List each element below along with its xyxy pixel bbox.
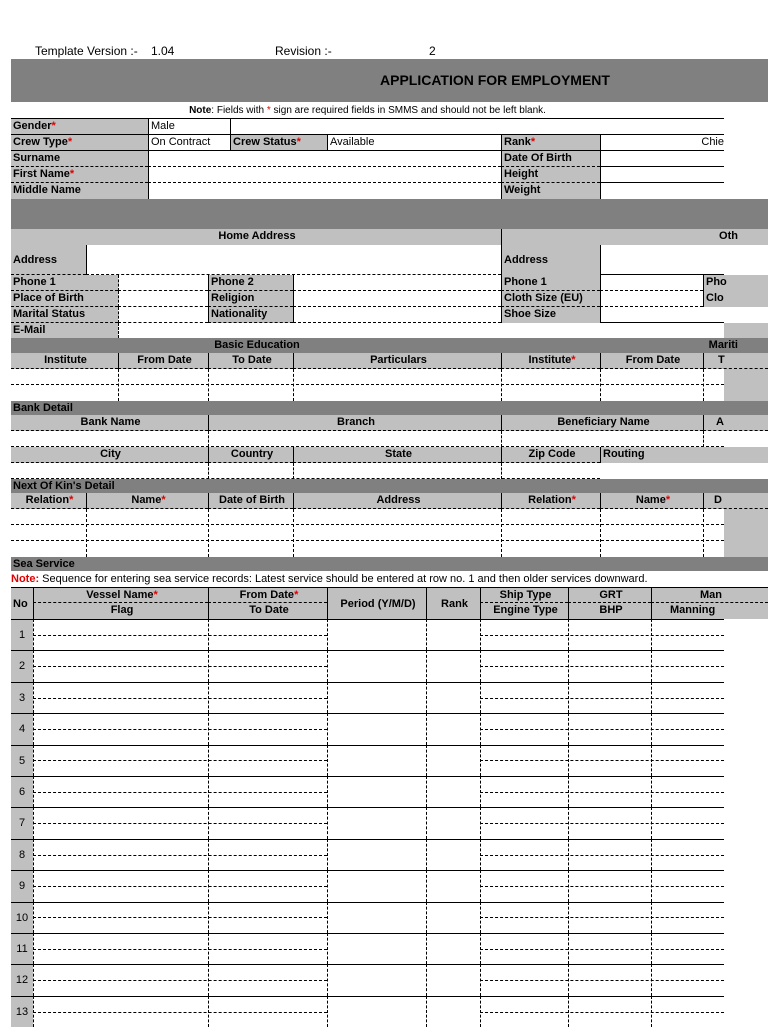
- sea-col-divider: [651, 996, 652, 1027]
- note-prefix: Note: [189, 105, 212, 116]
- sea-col-divider: [480, 745, 481, 776]
- sea-col-divider: [651, 870, 652, 901]
- edge-fill: [724, 509, 768, 557]
- sea-col-no: No: [11, 587, 33, 619]
- height-label-cell: [501, 167, 600, 183]
- marital-status-label: Marital Status: [11, 307, 118, 323]
- sea-col-divider: [568, 619, 569, 650]
- col-divider: [293, 509, 294, 557]
- kin-row-2[interactable]: [11, 525, 724, 541]
- bank-col-name: Bank Name: [11, 415, 208, 431]
- sea-row-midline: [480, 635, 724, 636]
- middle-name-label-cell: [11, 183, 148, 199]
- sea-col-divider: [327, 839, 328, 870]
- sea-col-divider: [33, 682, 34, 713]
- edu-col-institute: Institute: [11, 353, 118, 369]
- marital-status-field[interactable]: [118, 307, 208, 323]
- kin2-col-dob: D: [703, 493, 768, 509]
- sea-col-divider: [426, 619, 427, 650]
- bank-detail-title: Bank Detail: [11, 401, 768, 415]
- sea-col-divider: [327, 996, 328, 1027]
- other-phone2-label: Pho: [703, 275, 768, 291]
- sea-col-to: To Date: [208, 603, 327, 619]
- middle-name-field[interactable]: [148, 183, 501, 199]
- email-label: E-Mail: [11, 323, 118, 338]
- sea-col-divider: [208, 839, 209, 870]
- sea-row-number: 3: [11, 682, 33, 713]
- sea-col-divider: [568, 713, 569, 744]
- rank-field[interactable]: Chie: [600, 135, 724, 151]
- sea-row-number: 1: [11, 619, 33, 650]
- col-divider: [501, 369, 502, 401]
- rank-label: Rank: [504, 136, 531, 148]
- sea-col-divider: [426, 964, 427, 995]
- col-divider: [293, 463, 294, 479]
- phone2-label: Phone 2: [208, 275, 293, 291]
- cloth-size-label: Cloth Size (EU): [501, 291, 600, 307]
- sea-col-flag: Flag: [33, 603, 208, 619]
- sea-row-number: 4: [11, 713, 33, 744]
- sea-col-divider: [480, 807, 481, 838]
- sea-col-divider: [208, 745, 209, 776]
- sea-col-divider: [208, 807, 209, 838]
- sea-col-bhp: BHP: [568, 603, 651, 619]
- crew-type-label-cell: [11, 135, 148, 151]
- sea-col-divider: [568, 839, 569, 870]
- sea-col-divider: [480, 619, 481, 650]
- kin-col-address: Address: [293, 493, 501, 509]
- bank-col-city: City: [11, 447, 208, 463]
- first-name-field[interactable]: [148, 167, 501, 183]
- sea-col-divider: [33, 839, 34, 870]
- sea-col-divider: [208, 650, 209, 681]
- first-name-label: First Name: [13, 168, 70, 180]
- note-star: *: [266, 105, 271, 116]
- place-of-birth-field[interactable]: [118, 291, 208, 307]
- sea-col-divider: [480, 933, 481, 964]
- required-note: [11, 102, 724, 119]
- sea-col-divider: [208, 870, 209, 901]
- sea-row-midline: [480, 949, 724, 950]
- bank-col-routing: Routing: [600, 447, 768, 463]
- sea-col-divider: [480, 964, 481, 995]
- sea-col-divider: [327, 870, 328, 901]
- mar-col-institute: Institute*: [501, 353, 600, 369]
- gender-required: *: [51, 120, 56, 132]
- sea-col-divider: [33, 933, 34, 964]
- sea-row-number: 9: [11, 870, 33, 901]
- kin2-col-name: Name*: [600, 493, 703, 509]
- sea-row-midline: [480, 666, 724, 667]
- sea-row-midline: [480, 1012, 724, 1013]
- sea-col-divider: [651, 745, 652, 776]
- surname-label-cell: [11, 151, 148, 167]
- weight-label: Weight: [504, 184, 541, 196]
- dob-field[interactable]: [600, 151, 724, 167]
- sea-col-divider: [327, 619, 328, 650]
- nationality-field[interactable]: [293, 307, 501, 323]
- col-divider: [208, 369, 209, 401]
- first-name-required: *: [69, 168, 75, 180]
- middle-name-label: Middle Name: [13, 184, 81, 196]
- edu-col-to-date: To Date: [208, 353, 293, 369]
- sea-col-divider: [426, 933, 427, 964]
- religion-field[interactable]: [293, 291, 501, 307]
- sea-row-midline: [33, 949, 327, 950]
- crew-status-field[interactable]: Available: [327, 135, 501, 151]
- sea-col-divider: [480, 902, 481, 933]
- nationality-label: Nationality: [208, 307, 293, 323]
- mar-col-from-date: From Date: [600, 353, 703, 369]
- sea-col-divider: [426, 839, 427, 870]
- sea-col-divider: [327, 902, 328, 933]
- next-of-kin-title: Next Of Kin's Detail: [11, 479, 768, 493]
- sea-col-divider: [480, 776, 481, 807]
- sea-col-divider: [568, 902, 569, 933]
- sea-col-divider: [208, 933, 209, 964]
- cloth-size-field[interactable]: [600, 291, 703, 307]
- sea-col-divider: [568, 807, 569, 838]
- sea-col-divider: [33, 650, 34, 681]
- sea-row-midline: [33, 980, 327, 981]
- sea-col-ship-type: Ship Type: [480, 587, 568, 603]
- sea-row-number: 12: [11, 964, 33, 995]
- sea-vessel-label: Vessel Name: [86, 589, 154, 601]
- sea-col-divider: [651, 713, 652, 744]
- bank-col-account: A: [703, 415, 768, 431]
- sea-row-midline: [33, 823, 327, 824]
- note-post: sign are required fields in SMMS and should not be left blank.: [270, 105, 546, 116]
- sea-row-midline: [33, 1012, 327, 1013]
- sea-row-midline: [33, 760, 327, 761]
- shoe-size-label: Shoe Size: [501, 307, 600, 323]
- sea-row-midline: [480, 980, 724, 981]
- kin-col-name: Name*: [86, 493, 208, 509]
- sea-row-number: 5: [11, 745, 33, 776]
- sea-col-divider: [568, 682, 569, 713]
- sea-col-grt: GRT: [568, 587, 651, 603]
- sea-col-divider: [426, 650, 427, 681]
- sea-row-number: 13: [11, 996, 33, 1027]
- sea-col-divider: [651, 776, 652, 807]
- sea-col-divider: [33, 902, 34, 933]
- sea-col-divider: [33, 996, 34, 1027]
- sea-col-divider: [327, 745, 328, 776]
- sea-row-number: 10: [11, 902, 33, 933]
- sea-col-divider: [480, 839, 481, 870]
- sea-col-divider: [568, 933, 569, 964]
- first-name-label-cell: [11, 167, 148, 183]
- phone1-field[interactable]: [118, 275, 208, 291]
- sea-col-divider: [327, 807, 328, 838]
- sea-row-number: 6: [11, 776, 33, 807]
- col-divider: [86, 509, 87, 557]
- crew-type-required: *: [67, 136, 73, 148]
- col-divider: [293, 369, 294, 401]
- gender-field[interactable]: Male: [148, 119, 230, 135]
- kin-col-relation: Relation*: [11, 493, 86, 509]
- sea-col-divider: [208, 713, 209, 744]
- sea-row-midline: [33, 729, 327, 730]
- col-divider: [501, 509, 502, 557]
- phone1-label: Phone 1: [11, 275, 118, 291]
- sea-row-midline: [33, 635, 327, 636]
- edge-fill: [724, 369, 768, 401]
- gender-label: Gender: [13, 120, 52, 132]
- sea-row-midline: [480, 855, 724, 856]
- sea-row-midline: [480, 917, 724, 918]
- surname-field[interactable]: [148, 151, 501, 167]
- sea-col-divider: [480, 713, 481, 744]
- col-divider: [703, 509, 704, 557]
- kin2-col-relation: Relation*: [501, 493, 600, 509]
- sea-col-divider: [426, 776, 427, 807]
- sea-col-divider: [480, 870, 481, 901]
- bank-col-zip: Zip Code: [501, 447, 600, 463]
- section-separator: [11, 199, 768, 229]
- kin2-name-label: Name: [635, 494, 666, 506]
- sea-col-divider: [651, 619, 652, 650]
- kin-col-dob: Date of Birth: [208, 493, 293, 509]
- home-address-field[interactable]: [86, 245, 501, 275]
- sea-col-divider: [568, 650, 569, 681]
- sea-col-divider: [327, 964, 328, 995]
- sea-col-divider: [426, 902, 427, 933]
- mar-col-institute-label: Institute: [528, 354, 572, 366]
- sea-col-divider: [480, 650, 481, 681]
- mar-col-to-date: T: [703, 353, 768, 369]
- edge-fill: [724, 323, 768, 338]
- template-version-value: 1.04: [151, 44, 175, 58]
- sea-row-midline: [33, 666, 327, 667]
- sea-col-manning: Manning: [651, 603, 768, 619]
- sea-row-midline: [33, 792, 327, 793]
- sea-col-divider: [33, 964, 34, 995]
- sea-col-divider: [651, 682, 652, 713]
- sea-col-divider: [33, 619, 34, 650]
- sea-row-midline: [33, 855, 327, 856]
- col-divider: [118, 369, 119, 401]
- sea-col-divider: [426, 713, 427, 744]
- sea-row-midline: [480, 760, 724, 761]
- sea-col-divider: [651, 933, 652, 964]
- sea-col-divider: [208, 902, 209, 933]
- sea-col-divider: [651, 902, 652, 933]
- col-divider: [600, 369, 601, 401]
- sea-row-midline: [33, 917, 327, 918]
- bank-col-country: Country: [208, 447, 293, 463]
- sea-from-label: From Date: [239, 589, 295, 601]
- kin-name-label: Name: [131, 494, 162, 506]
- sea-row-number: 11: [11, 933, 33, 964]
- kin-row-1[interactable]: [11, 509, 724, 525]
- bank-col-beneficiary: Beneficiary Name: [501, 415, 703, 431]
- sea-col-divider: [33, 745, 34, 776]
- sea-col-divider: [208, 619, 209, 650]
- sea-col-divider: [33, 870, 34, 901]
- other-address-field[interactable]: [600, 245, 724, 275]
- sea-col-divider: [33, 713, 34, 744]
- home-address-title: Home Address: [11, 229, 501, 245]
- sea-col-divider: [426, 807, 427, 838]
- col-divider: [703, 431, 704, 447]
- sea-row-number: 2: [11, 650, 33, 681]
- sea-col-divider: [33, 807, 34, 838]
- kin-row-3[interactable]: [11, 541, 724, 557]
- sea-col-divider: [568, 745, 569, 776]
- sea-row-midline: [480, 792, 724, 793]
- sea-col-divider: [208, 776, 209, 807]
- sea-col-divider: [651, 839, 652, 870]
- sea-row-midline: [480, 729, 724, 730]
- crew-type-field[interactable]: On Contract: [148, 135, 230, 151]
- height-field[interactable]: [600, 167, 724, 183]
- col-divider: [703, 369, 704, 401]
- sea-col-divider: [426, 745, 427, 776]
- col-divider: [600, 509, 601, 557]
- other-address-title: Oth: [501, 229, 768, 245]
- sea-row-number: 7: [11, 807, 33, 838]
- sea-col-manning-agent: Man: [651, 587, 768, 603]
- kin2-relation-label: Relation: [528, 494, 572, 506]
- phone2-field[interactable]: [293, 275, 501, 291]
- sea-col-divider: [327, 776, 328, 807]
- sea-row-midline: [33, 886, 327, 887]
- sea-note-text: Sequence for entering sea service records: Latest service should be entered at row no. 1 and then older services downward.: [39, 573, 648, 585]
- sea-service-note: [11, 571, 768, 587]
- col-divider: [501, 431, 502, 447]
- edu-col-from-date: From Date: [118, 353, 208, 369]
- sea-col-divider: [480, 682, 481, 713]
- sea-col-divider: [480, 996, 481, 1027]
- sea-col-divider: [426, 870, 427, 901]
- edu-col-particulars: Particulars: [293, 353, 501, 369]
- bank-col-state: State: [293, 447, 501, 463]
- other-clothing-label: Clo: [703, 291, 768, 307]
- sea-col-divider: [327, 682, 328, 713]
- crew-status-required: *: [296, 136, 301, 148]
- sea-col-divider: [568, 964, 569, 995]
- dob-label-cell: [501, 151, 600, 167]
- shoe-size-field[interactable]: [600, 307, 724, 323]
- revision-value: 2: [429, 44, 436, 58]
- crew-status-label: Crew Status: [233, 136, 297, 148]
- col-divider: [208, 463, 209, 479]
- sea-row-midline: [480, 698, 724, 699]
- note-pre: : Fields with: [211, 105, 267, 116]
- sea-col-divider: [327, 713, 328, 744]
- sea-col-divider: [208, 964, 209, 995]
- sea-col-period: Period (Y/M/D): [327, 587, 426, 619]
- sea-col-divider: [327, 650, 328, 681]
- bank-row[interactable]: [11, 431, 724, 447]
- crew-status-label-cell: [230, 135, 327, 151]
- kin-relation-label: Relation: [25, 494, 70, 506]
- sea-row-midline: [33, 698, 327, 699]
- bank-row-2[interactable]: [11, 463, 600, 479]
- other-phone1-field[interactable]: [600, 275, 703, 291]
- sea-col-divider: [651, 807, 652, 838]
- sea-row-midline: [480, 823, 724, 824]
- bank-col-branch: Branch: [208, 415, 501, 431]
- sea-col-vessel: Vessel Name*: [33, 587, 208, 603]
- sea-col-divider: [426, 682, 427, 713]
- sea-col-divider: [426, 996, 427, 1027]
- sea-note-prefix: Note:: [11, 573, 40, 585]
- sea-col-divider: [568, 776, 569, 807]
- crew-type-label: Crew Type: [13, 136, 68, 148]
- sea-service-title: Sea Service: [11, 557, 768, 571]
- surname-label: Surname: [13, 152, 61, 164]
- sea-col-divider: [33, 776, 34, 807]
- weight-label-cell: [501, 183, 600, 199]
- sea-col-divider: [568, 870, 569, 901]
- other-phone1-label: Phone 1: [501, 275, 600, 291]
- sea-col-divider: [568, 996, 569, 1027]
- sea-col-from: From Date*: [208, 587, 327, 603]
- sea-row-number: 8: [11, 839, 33, 870]
- basic-education-title: Basic Education: [11, 338, 501, 353]
- sea-col-rank: Rank: [426, 587, 480, 619]
- sea-col-divider: [208, 996, 209, 1027]
- religion-label: Religion: [208, 291, 293, 307]
- blank-cell: [230, 119, 724, 135]
- maritime-education-title: Mariti: [501, 338, 768, 353]
- sea-col-divider: [651, 964, 652, 995]
- home-address-label: Address: [11, 245, 86, 275]
- sea-col-engine-type: Engine Type: [480, 603, 568, 619]
- weight-field[interactable]: [600, 183, 724, 199]
- sea-row-midline: [480, 886, 724, 887]
- template-version-label: Template Version :-: [35, 44, 138, 58]
- col-divider: [208, 431, 209, 447]
- gender-label-cell: [11, 119, 148, 135]
- rank-label-cell: [501, 135, 600, 151]
- page-title: APPLICATION FOR EMPLOYMENT: [380, 72, 610, 88]
- sea-col-divider: [208, 682, 209, 713]
- rank-required: *: [530, 136, 536, 148]
- sea-col-divider: [651, 650, 652, 681]
- revision-label: Revision :-: [275, 44, 332, 58]
- other-address-label: Address: [501, 245, 600, 275]
- place-of-birth-label: Place of Birth: [11, 291, 118, 307]
- dob-label: Date Of Birth: [504, 152, 572, 164]
- col-divider: [501, 463, 502, 479]
- col-divider: [208, 509, 209, 557]
- email-field[interactable]: [118, 323, 501, 338]
- height-label: Height: [504, 168, 539, 180]
- sea-col-divider: [327, 933, 328, 964]
